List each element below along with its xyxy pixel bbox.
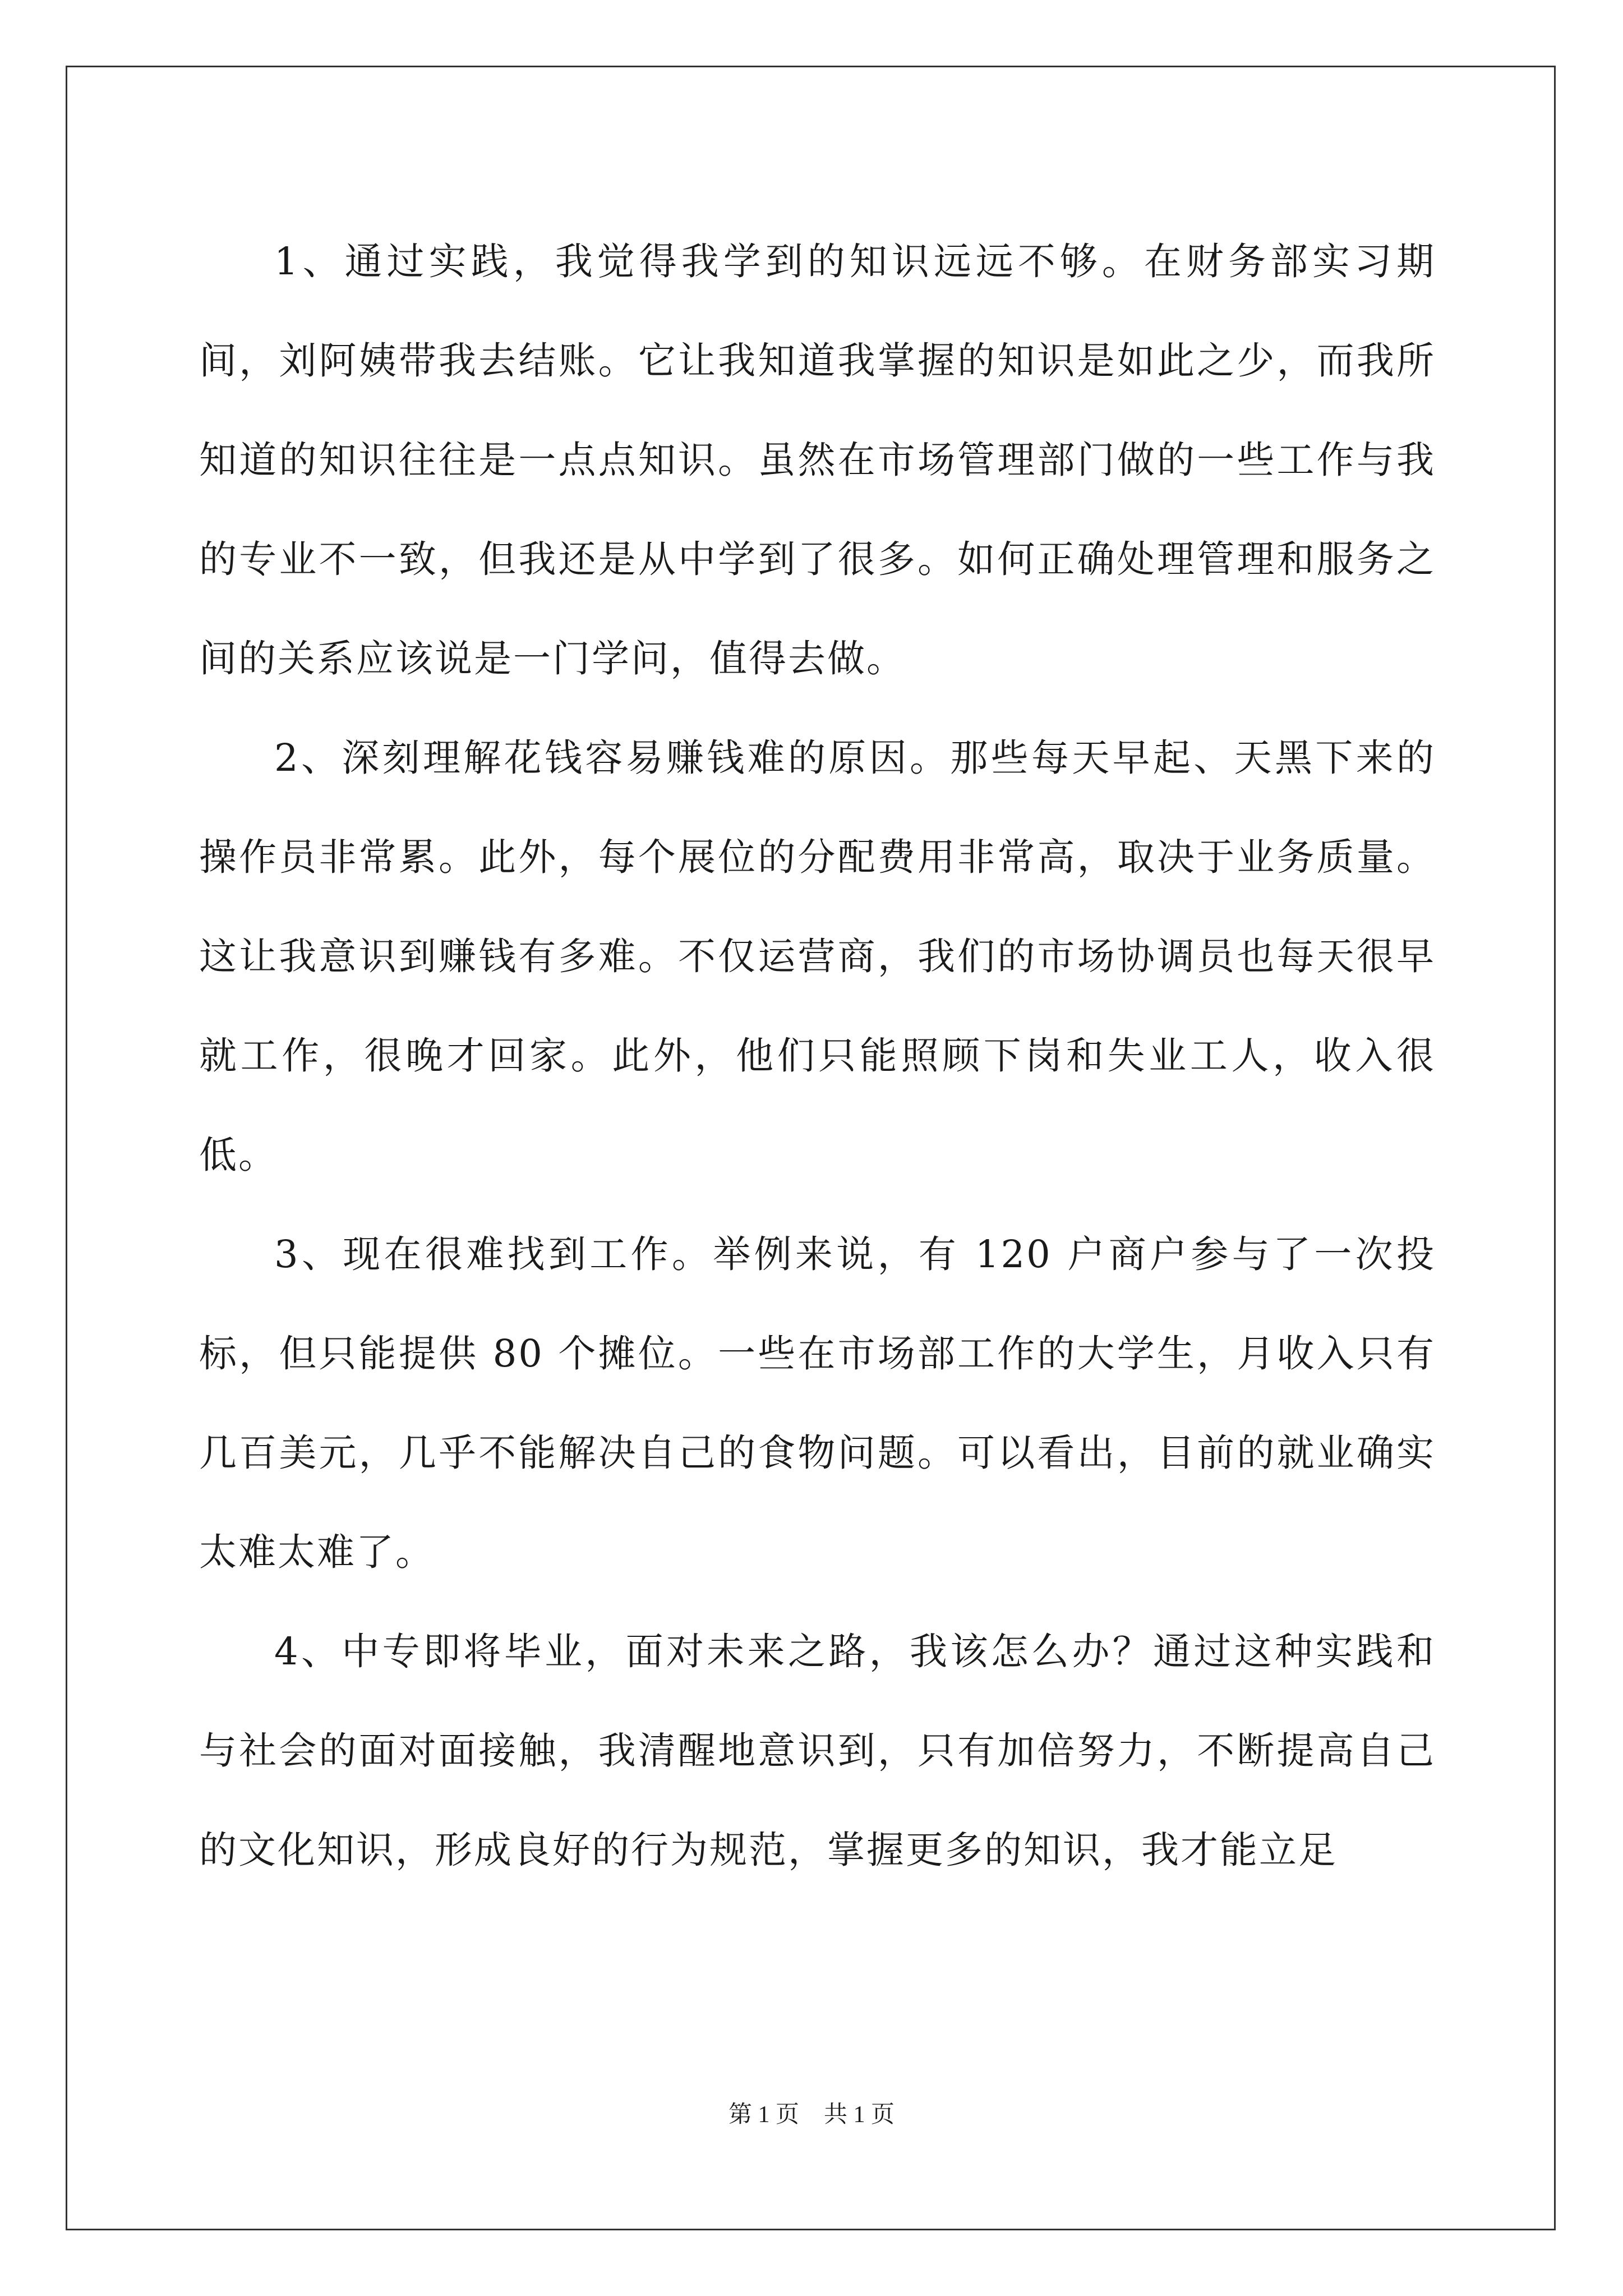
paragraph-4: 4、中专即将毕业，面对未来之路，我该怎么办？通过这种实践和与社会的面对面接触，我清醒地意识到，只有加倍努力，不断提高自己的文化知识，形成良好的行为规范，掌握更多的知识，我才能立足	[199, 1630, 1436, 1872]
paragraph-1: 1、通过实践，我觉得我学到的知识远远不够。在财务部实习期间，刘阿姨带我去结账。它让我知道我掌握的知识是如此之少，而我所知道的知识往往是一点点知识。虽然在市场管理部门做的一些工作与我的专业不一致，但我还是从中学到了很多。如何正确处理管理和服务之间的关系应该说是一门学问，值得去做。	[199, 240, 1436, 680]
page-footer	[0, 2096, 1623, 2129]
document-body	[199, 212, 1436, 1900]
paragraph-2: 2、深刻理解花钱容易赚钱难的原因。那些每天早起、天黑下来的操作员非常累。此外，每个展位的分配费用非常高，取决于业务质量。这让我意识到赚钱有多难。不仅运营商，我们的市场协调员也每天很早就工作，很晚才回家。此外，他们只能照顾下岗和失业工人，收入很低。	[199, 736, 1436, 1177]
page-number: 第 1 页	[728, 2102, 799, 2128]
page-total: 共 1 页	[824, 2102, 895, 2128]
paragraph-3: 3、现在很难找到工作。举例来说，有 120 户商户参与了一次投标，但只能提供 80 个摊位。一些在市场部工作的大学生，月收入只有几百美元，几乎不能解决自己的食物问题。可以看出，目前的就业确实太难太难了。	[199, 1232, 1436, 1574]
